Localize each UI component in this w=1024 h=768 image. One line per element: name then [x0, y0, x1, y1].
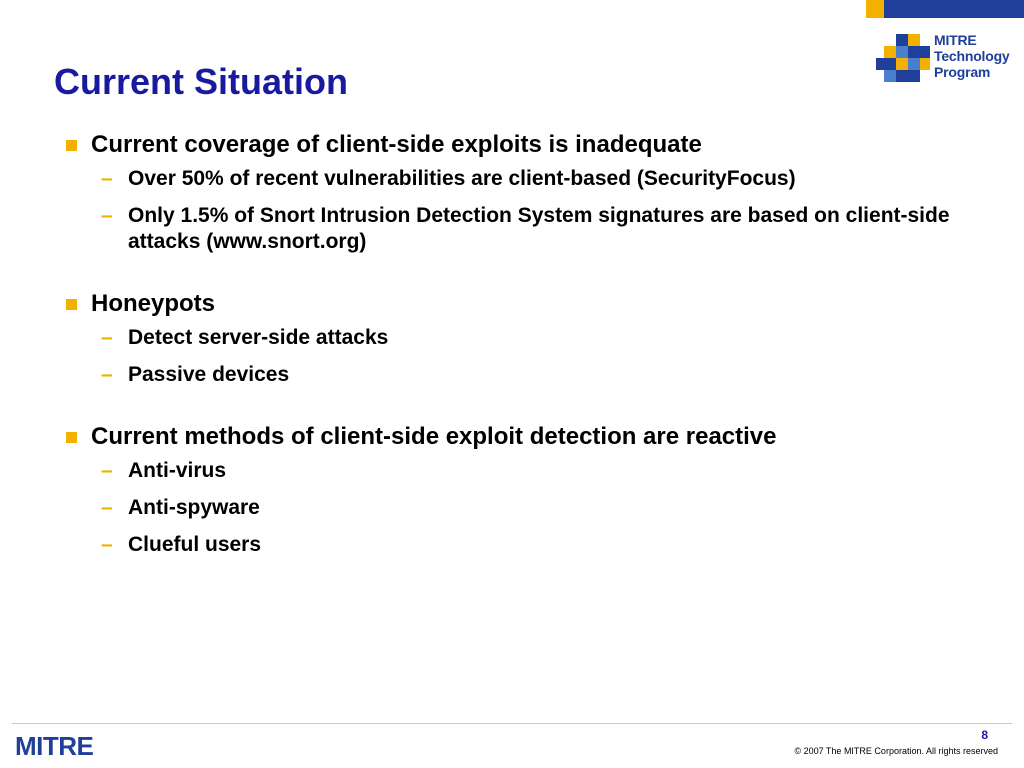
bullet-level-2	[64, 203, 964, 255]
bullet-group-coverage	[64, 128, 964, 255]
footer-divider	[12, 723, 1012, 724]
dash-bullet-icon: –	[101, 496, 113, 519]
dash-bullet-icon: –	[101, 167, 113, 190]
bullet-level-1	[64, 128, 964, 162]
bullet-text: Only 1.5% of Snort Intrusion Detection System signatures are based on client-side attacks (www.snort.org)	[128, 204, 950, 253]
bullet-text: Honeypots	[91, 290, 216, 317]
header-accent-blue	[884, 0, 1024, 18]
header-accent-orange	[866, 0, 884, 18]
bullet-text: Current methods of client-side exploit detection are reactive	[91, 423, 777, 450]
page-number: 8	[981, 728, 988, 742]
square-bullet-icon	[66, 140, 77, 151]
dash-bullet-icon: –	[101, 363, 113, 386]
footer-mitre-logo: MITRE	[15, 731, 94, 761]
square-bullet-icon	[66, 432, 77, 443]
bullet-text: Over 50% of recent vulnerabilities are client-based (SecurityFocus)	[128, 167, 796, 190]
bullet-level-2	[64, 166, 964, 192]
square-bullet-icon	[66, 299, 77, 310]
bullet-text: Detect server-side attacks	[128, 326, 389, 349]
logo-line-3: Program	[934, 64, 991, 80]
bullet-level-2	[64, 325, 964, 351]
slide-title: Current Situation	[54, 61, 348, 102]
bullet-text: Clueful users	[128, 533, 262, 556]
bullet-text: Current coverage of client-side exploits is inadequate	[91, 131, 702, 158]
logo-line-1: MITRE	[934, 32, 977, 48]
bullet-text: Anti-spyware	[128, 496, 260, 519]
logo-wordmark	[934, 32, 1010, 80]
bullet-level-2	[64, 362, 964, 388]
copyright-notice: © 2007 The MITRE Corporation. All rights reserved	[794, 746, 998, 756]
bullet-level-2	[64, 458, 964, 484]
slide-body	[64, 128, 964, 569]
logo-line-2: Technology	[934, 48, 1010, 64]
dash-bullet-icon: –	[101, 326, 113, 349]
dash-bullet-icon: –	[101, 533, 113, 556]
bullet-level-1	[64, 287, 964, 321]
dash-bullet-icon: –	[101, 204, 113, 227]
bullet-text: Passive devices	[128, 363, 290, 386]
bullet-text: Anti-virus	[128, 459, 227, 482]
bullet-level-2	[64, 532, 964, 558]
cube-logo-icon	[874, 30, 932, 88]
bullet-group-honeypots	[64, 287, 964, 388]
mitre-technology-program-logo	[874, 30, 1020, 92]
dash-bullet-icon: –	[101, 459, 113, 482]
bullet-level-2	[64, 495, 964, 521]
bullet-level-1	[64, 420, 964, 454]
bullet-group-detection-methods	[64, 420, 964, 558]
